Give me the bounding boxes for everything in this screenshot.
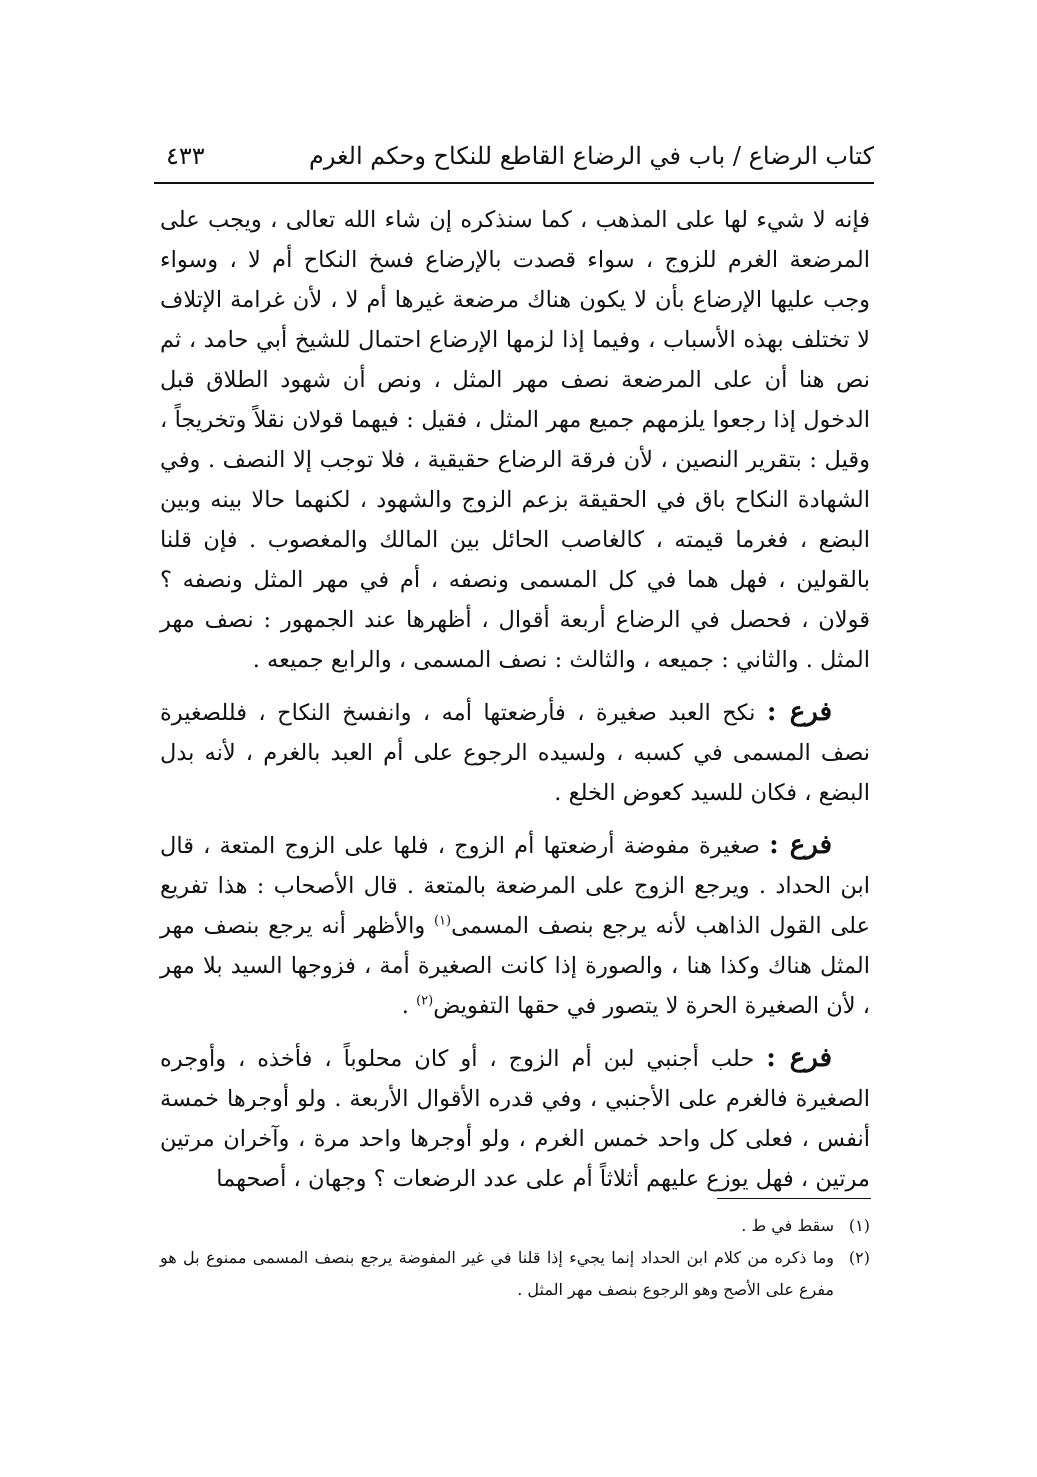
footnote-number: (٢)	[848, 1248, 870, 1267]
paragraph-3	[160, 825, 870, 1026]
main-text	[160, 200, 870, 1211]
far-label: فرع :	[769, 830, 832, 860]
footnotes	[160, 1210, 870, 1306]
paragraph-3-text-c: .	[401, 993, 417, 1019]
footnote-1	[160, 1210, 870, 1242]
footnote-divider	[717, 1198, 871, 1199]
paragraph-4-text: حلب أجنبي لبن أم الزوج ، أو كان محلوباً ، فأخذه ، وأوجره الصغيرة فالغرم على الأجنبي ، وفي قدره الأقوال الأربعة . ولو أوجرها خمسة أنفس ، فعلى كل واحد خمس الغرم ، ولو أوجرها واحد مرة ، وآخران مرتين مرتين ، فهل يوزع عليهم أثلاثاً أم على عدد الرضعات ؟ وجهان ، أصحهما	[160, 1046, 870, 1192]
far-label: فرع :	[766, 1043, 833, 1073]
footnote-number: (١)	[848, 1216, 870, 1235]
paragraph-2-text: نكح العبد صغيرة ، فأرضعتها أمه ، وانفسخ النكاح ، فللصغيرة نصف المسمى في كسبه ، ولسيده الرجوع على أم العبد بالغرم ، لأنه بدل البضع ، فكان للسيد كعوض الخلع .	[160, 700, 870, 806]
far-label: فرع :	[766, 697, 833, 727]
footnote-2	[160, 1242, 870, 1306]
footnote-ref-1: (١)	[433, 913, 452, 929]
footnote-ref-2: (٢)	[416, 993, 434, 1009]
running-header	[154, 132, 874, 184]
paragraph-3-text-b: والأظهر أنه يرجع بنصف مهر المثل هناك وكذا هنا ، والصورة إذا كانت الصغيرة أمة ، فزوجها السيد بلا مهر ، لأن الصغيرة الحرة لا يتصور في حقها التفويض	[160, 913, 870, 1019]
paragraph-3-text-a: صغيرة مفوضة أرضعتها أم الزوج ، فلها على الزوج المتعة ، قال ابن الحداد . ويرجع الزوج على المرضعة بالمتعة . قال الأصحاب : هذا تفريع على القول الذاهب لأنه يرجع بنصف المسمى	[160, 833, 870, 939]
footnote-text: سقط في ط .	[741, 1216, 834, 1235]
footnote-text: وما ذكره من كلام ابن الحداد إنما يجيء إذا قلنا في غير المفوضة يرجع بنصف المسمى ممنوع بل هو مفرع على الأصح وهو الرجوع بنصف مهر المثل .	[160, 1248, 834, 1299]
page-number: ٤٣٣	[166, 142, 205, 170]
paragraph-4	[160, 1038, 870, 1199]
paragraph-1-text: فإنه لا شيء لها على المذهب ، كما سنذكره إن شاء الله تعالى ، ويجب على المرضعة الغرم للزوج ، سواء قصدت بالإرضاع فسخ النكاح أم لا ، وسواء وجب عليها الإرضاع بأن لا يكون هناك مرضعة غيرها أم لا ، لأن غرامة الإتلاف لا تختلف بهذه الأسباب ، وفيما إذا لزمها الإرضاع احتمال للشيخ أبي حامد ، ثم نص هنا أن على المرضعة نصف مهر المثل ، ونص أن شهود الطلاق قبل الدخول إذا رجعوا يلزمهم جميع مهر المثل ، فقيل : فيهما قولان نقلاً وتخريجاً ، وقيل : بتقرير النصين ، لأن فرقة الرضاع حقيقية ، فلا توجب إلا النصف . وفي الشهادة النكاح باق في الحقيقة بزعم الزوج والشهود ، لكنهما حالا بينه وبين البضع ، فغرما قيمته ، كالغاصب الحائل بين المالك والمغصوب . فإن قلنا بالقولين ، فهل هما في كل المسمى ونصفه ، أم في مهر المثل ونصفه ؟ قولان ، فحصل في الرضاع أربعة أقوال ، أظهرها عند الجمهور : نصف مهر المثل . والثاني : جميعه ، والثالث : نصف المسمى ، والرابع جميعه .	[160, 207, 870, 673]
paragraph-2	[160, 692, 870, 813]
header-title: كتاب الرضاع / باب في الرضاع القاطع للنكاح وحكم الغرم	[308, 142, 874, 170]
paragraph-1	[160, 200, 870, 680]
